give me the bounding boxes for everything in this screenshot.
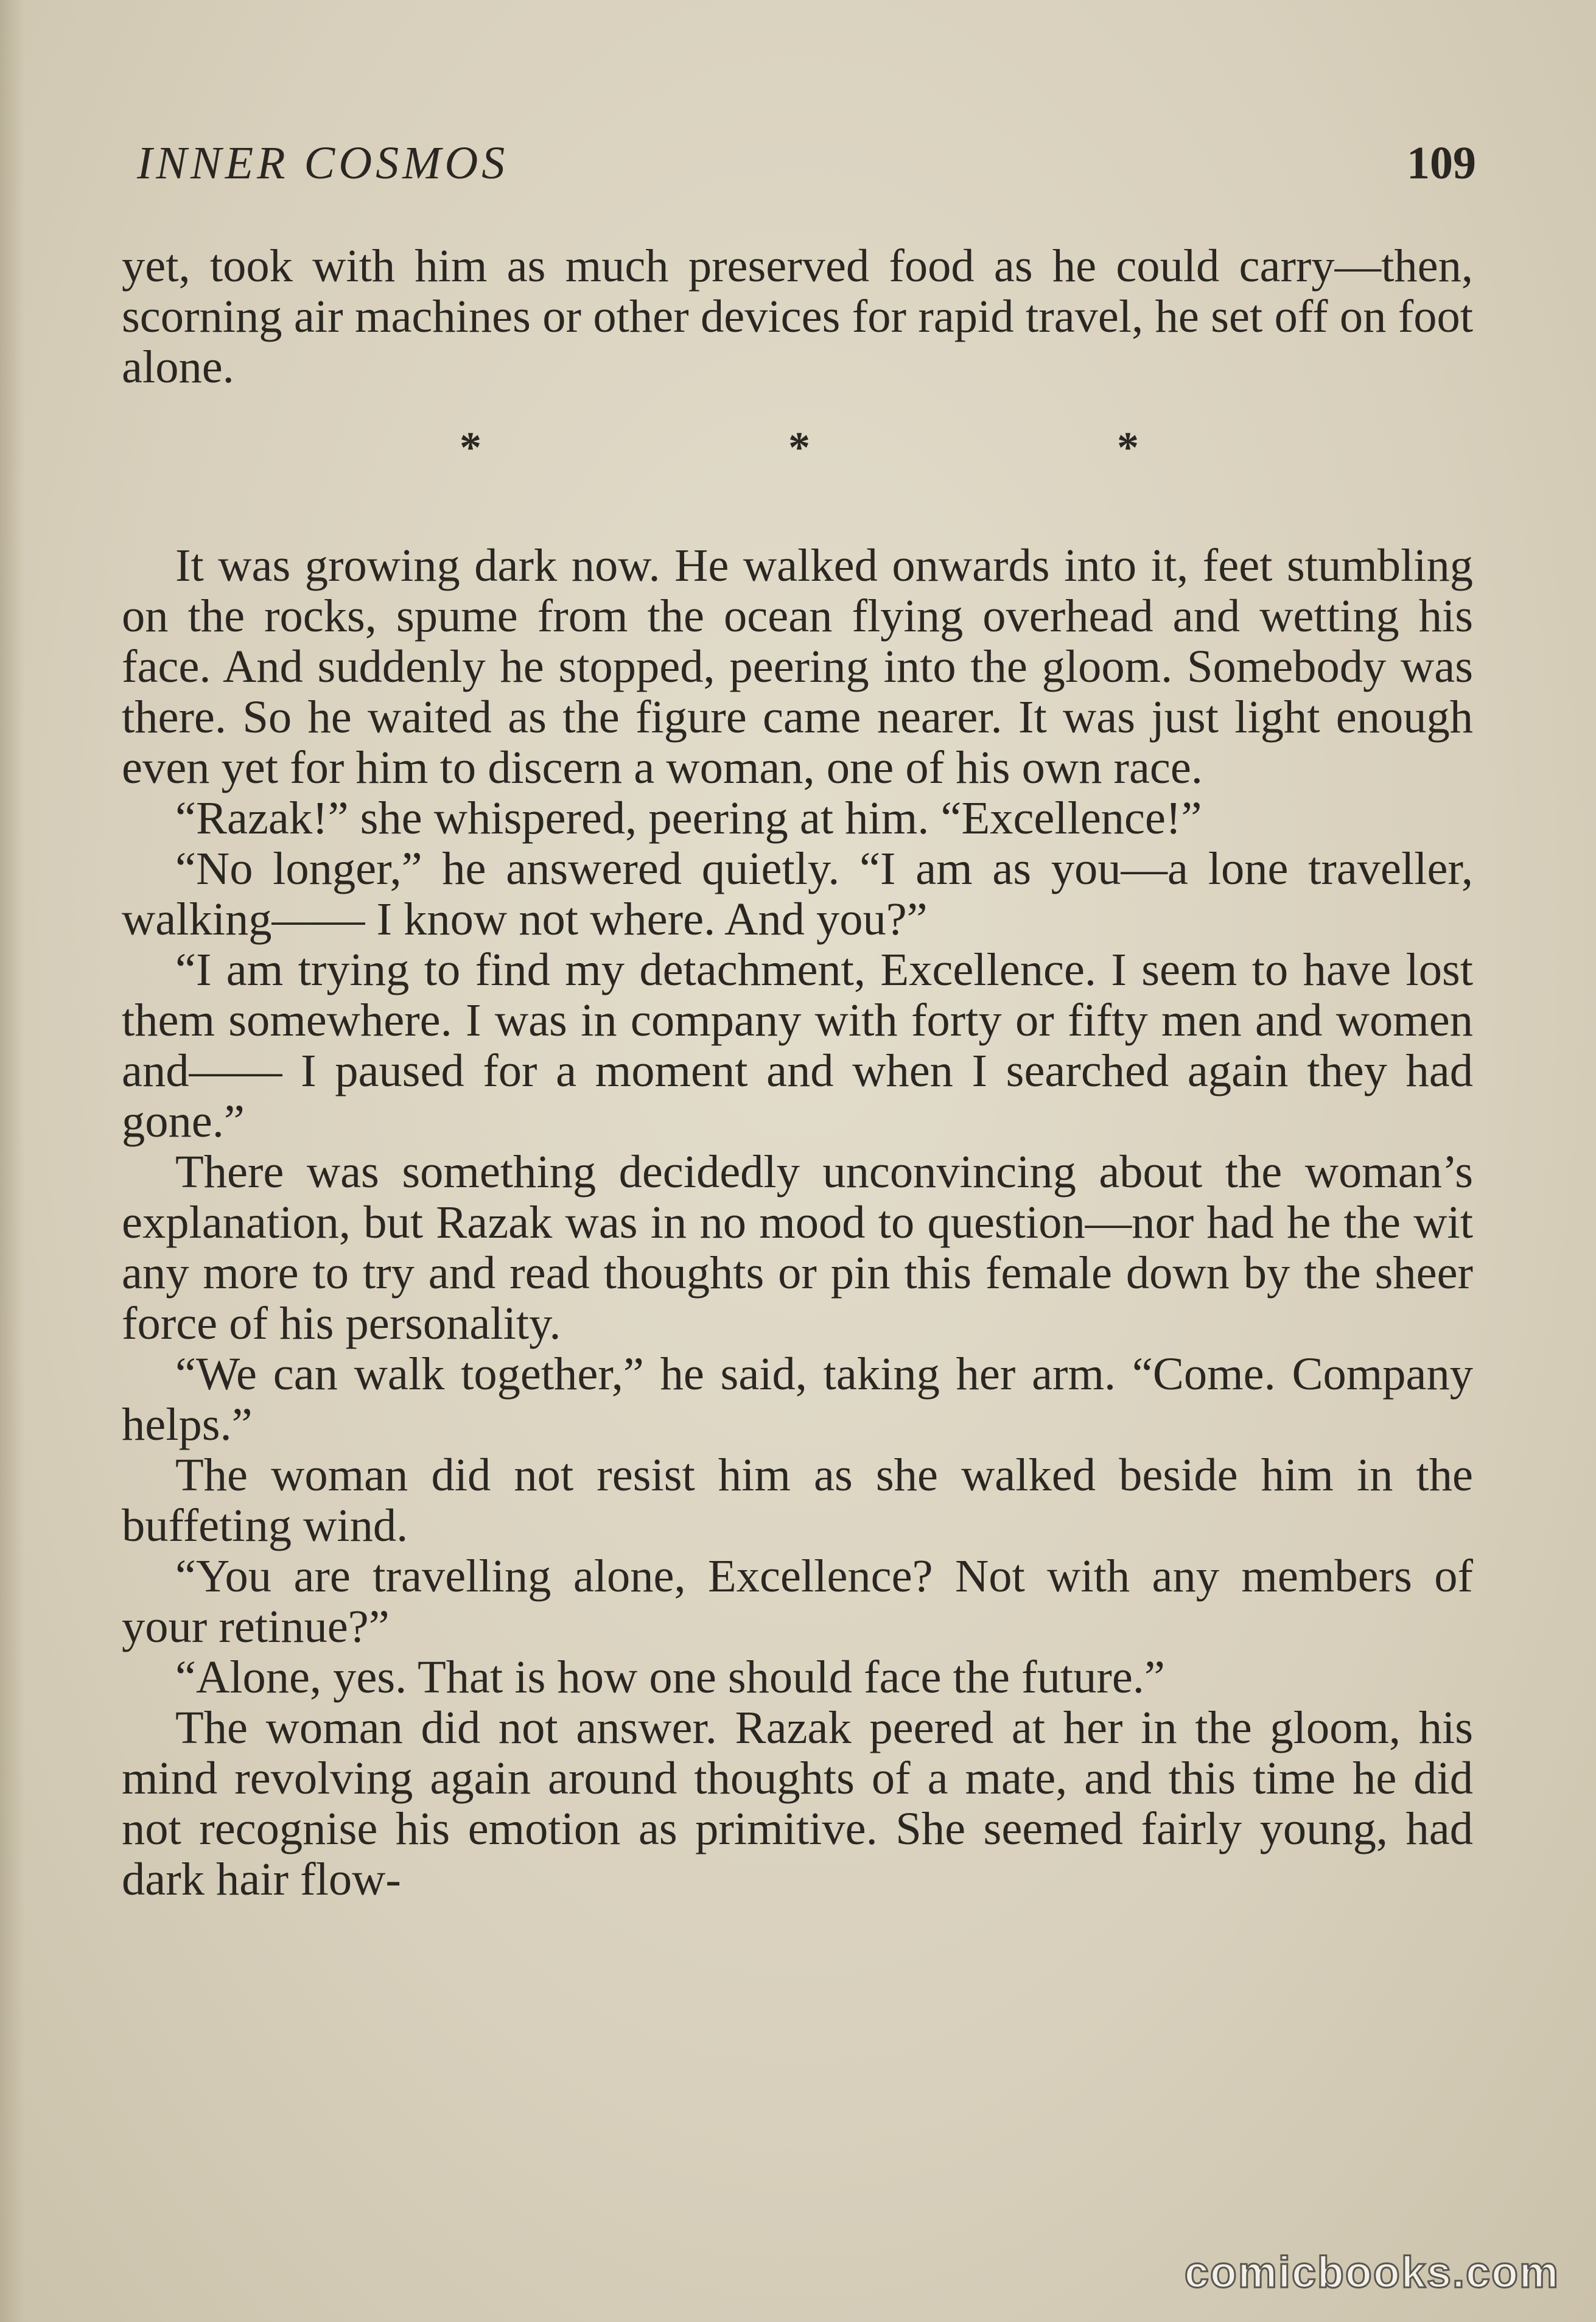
paragraph: There was something decidedly unconvincing about the woman’s explanation, but Razak was in no mood to question—nor had he the wit any more to try and read thoughts or pin this female down by the sheer force of his personality. bbox=[122, 1146, 1473, 1349]
section-break-asterisk: * bbox=[788, 423, 810, 472]
paragraph: “You are travelling alone, Excellence? Not with any members of your retinue?” bbox=[122, 1550, 1473, 1652]
running-head: INNER COSMOS bbox=[137, 138, 509, 189]
paragraph: “No longer,” he answered quietly. “I am as you—a lone traveller, walking—— I know not where. And you?” bbox=[122, 843, 1473, 945]
paragraph: “We can walk together,” he said, taking her arm. “Come. Company helps.” bbox=[122, 1348, 1473, 1450]
page-edge-shadow bbox=[0, 0, 24, 2322]
page-header bbox=[137, 137, 1476, 192]
section-break-asterisk: * bbox=[460, 423, 481, 472]
paragraph: The woman did not answer. Razak peered at her in the gloom, his mind revolving again around thoughts of a mate, and this time he did not recognise his emotion as primitive. She seemed fairly young, had dark hair flow- bbox=[122, 1702, 1473, 1905]
watermark: comicbooks.com bbox=[1184, 2248, 1559, 2297]
paragraph: yet, took with him as much preserved food as he could carry—then, scorning air machines or other devices for rapid travel, he set off on foot alone. bbox=[122, 240, 1473, 393]
section-break-asterisk: * bbox=[1117, 423, 1139, 472]
paragraph: “Alone, yes. That is how one should face the future.” bbox=[175, 1651, 1165, 1703]
body-text bbox=[122, 240, 1473, 1904]
paragraph: The woman did not resist him as she walked beside him in the buffeting wind. bbox=[122, 1449, 1473, 1551]
section-break bbox=[122, 392, 1473, 540]
paragraph: It was growing dark now. He walked onwards into it, feet stumbling on the rocks, spume from the ocean flying overhead and wetting his face. And suddenly he stopped, peering into the gloom. Somebody was there. So he waited as the figure came nearer. It was just light enough even yet for him to discern a woman, one of his own race. bbox=[122, 539, 1473, 793]
paragraph: “I am trying to find my detachment, Excellence. I seem to have lost them somewhere. I was in company with forty or fifty men and women and—— I paused for a moment and when I searched again they had gone.” bbox=[122, 944, 1473, 1147]
paragraph: “Razak!” she whispered, peering at him. “Excellence!” bbox=[175, 792, 1202, 844]
page-number: 109 bbox=[1407, 138, 1476, 189]
